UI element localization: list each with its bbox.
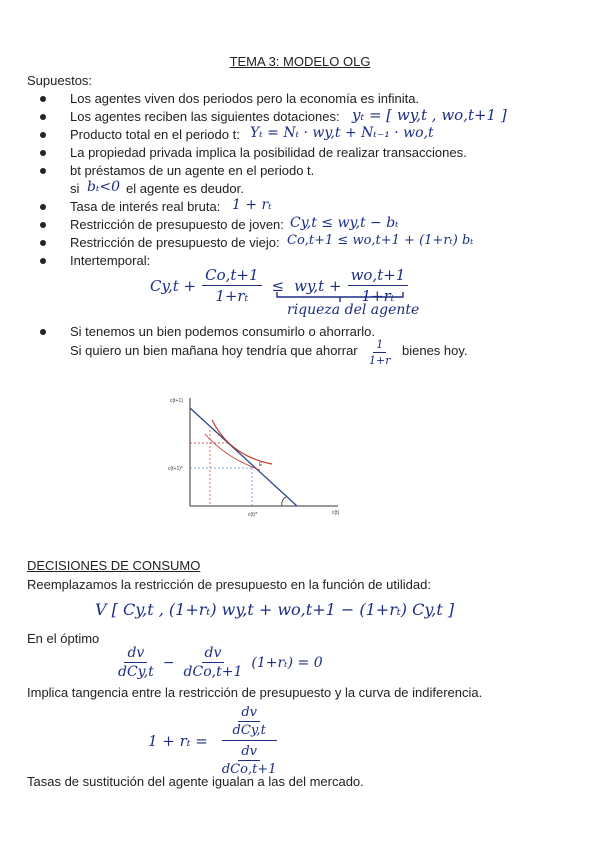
bullet	[40, 204, 46, 210]
bullet	[40, 168, 46, 174]
x-tick-label: c(t)*	[248, 512, 258, 518]
item-text: Tasa de interés real bruta:	[70, 199, 221, 214]
decisiones-line3: Tasas de sustitución del agente igualan a las del mercado.	[27, 774, 364, 789]
bien-fraction	[366, 338, 393, 367]
x-axis-label: c(t)	[332, 510, 340, 516]
tan-denominator	[216, 741, 283, 777]
angle-arc	[282, 497, 286, 506]
bullet	[40, 222, 46, 228]
item-text: Los agentes viven dos periodos pero la economía es infinita.	[70, 91, 420, 106]
eq-frac-den: 1+rₜ	[215, 287, 249, 305]
item-text: Restricción de presupuesto de viejo:	[70, 235, 280, 250]
y-axis-label: c(t+1)	[170, 398, 183, 404]
item-text: Restricción de presupuesto de joven:	[70, 217, 284, 232]
item-math: Cy,t ≤ wy,t − bₜ	[290, 215, 399, 231]
indifference-curve	[212, 420, 272, 464]
item-text: Intertemporal:	[70, 253, 151, 268]
bullet	[40, 329, 46, 335]
tan-numerator	[222, 705, 277, 741]
item-text: Los agentes reciben las siguientes dotaciones:	[70, 109, 340, 124]
tan-n-den: dCy,t	[232, 723, 266, 738]
foc-num: dv	[124, 645, 147, 663]
page-title: TEMA 3: MODELO OLG	[229, 54, 371, 69]
decisiones-line2: Implica tangencia entre la restricción de presupuesto y la curva de indiferencia.	[27, 685, 483, 700]
item-math: 1 + rₜ	[232, 197, 272, 213]
eq-frac-den: 1+rₜ	[361, 287, 395, 305]
optimo-label: En el óptimo	[27, 631, 100, 646]
item-math: Co,t+1 ≤ wo,t+1 + (1+rₜ) bₜ	[287, 233, 474, 248]
bien-line2-post: bienes hoy.	[402, 343, 468, 358]
tan-d-num: dv	[238, 744, 260, 761]
olg-chart	[160, 390, 345, 520]
eq-rhs: wy,t +	[294, 276, 342, 295]
bullet	[40, 240, 46, 246]
item-sub-math: bₜ<0	[87, 179, 121, 195]
bien-frac-den: 1+r	[369, 354, 391, 367]
tan-n-num: dv	[238, 705, 260, 722]
eq-leq: ≤	[271, 276, 285, 295]
tan-d-den: dCo,t+1	[221, 762, 277, 777]
eq-frac-num: wo,t+1	[348, 266, 409, 286]
foc-minus: −	[162, 654, 175, 671]
y-tick-label: c(t+1)*	[168, 466, 183, 472]
foc-equation	[115, 645, 323, 680]
bien-line1: Si tenemos un bien podemos consumirlo o ahorrarlo.	[70, 324, 375, 339]
section-heading: DECISIONES DE CONSUMO	[27, 558, 201, 573]
bien-frac-num: 1	[373, 338, 386, 353]
item-text: bt préstamos de un agente en el periodo t.	[70, 163, 315, 178]
bullet	[40, 150, 46, 156]
bullet	[40, 258, 46, 264]
item-text: Producto total en el periodo t:	[70, 127, 240, 142]
item-sub-pre: si	[70, 181, 80, 196]
tan-lhs: 1 + rₜ =	[148, 732, 208, 750]
bien-line2: Si quiero un bien mañana hoy tendría que ahorrar	[70, 343, 358, 358]
tangency-equation	[148, 705, 282, 777]
bullet	[40, 96, 46, 102]
foc-num: dv	[202, 645, 225, 663]
budget-line	[190, 408, 297, 506]
item-text: La propiedad privada implica la posibilidad de realizar transacciones.	[70, 145, 467, 160]
point-label: E	[259, 462, 263, 468]
brace-label: riqueza del agente	[287, 302, 420, 318]
decisiones-line1: Reemplazamos la restricción de presupuesto en la función de utilidad:	[27, 577, 431, 592]
bullet	[40, 132, 46, 138]
foc-tail: (1+rₜ) = 0	[251, 654, 323, 671]
item-sub-post: el agente es deudor.	[126, 181, 244, 196]
utility-equation: V [ Cy,t , (1+rₜ) wy,t + wo,t+1 − (1+rₜ) Cy,t ]	[95, 600, 455, 619]
bullet	[40, 114, 46, 120]
foc-den: dCo,t+1	[183, 664, 243, 680]
item-math: yₜ = [ wy,t , wo,t+1 ]	[352, 106, 507, 124]
eq-fraction	[202, 266, 261, 305]
eq-lhs: Cy,t +	[150, 276, 197, 295]
eq-frac-num: Co,t+1	[202, 266, 261, 286]
foc-den: dCy,t	[118, 664, 154, 680]
item-math: Yₜ = Nₜ · wy,t + Nₜ₋₁ · wo,t	[250, 125, 434, 141]
supuestos-label: Supuestos:	[27, 73, 93, 88]
